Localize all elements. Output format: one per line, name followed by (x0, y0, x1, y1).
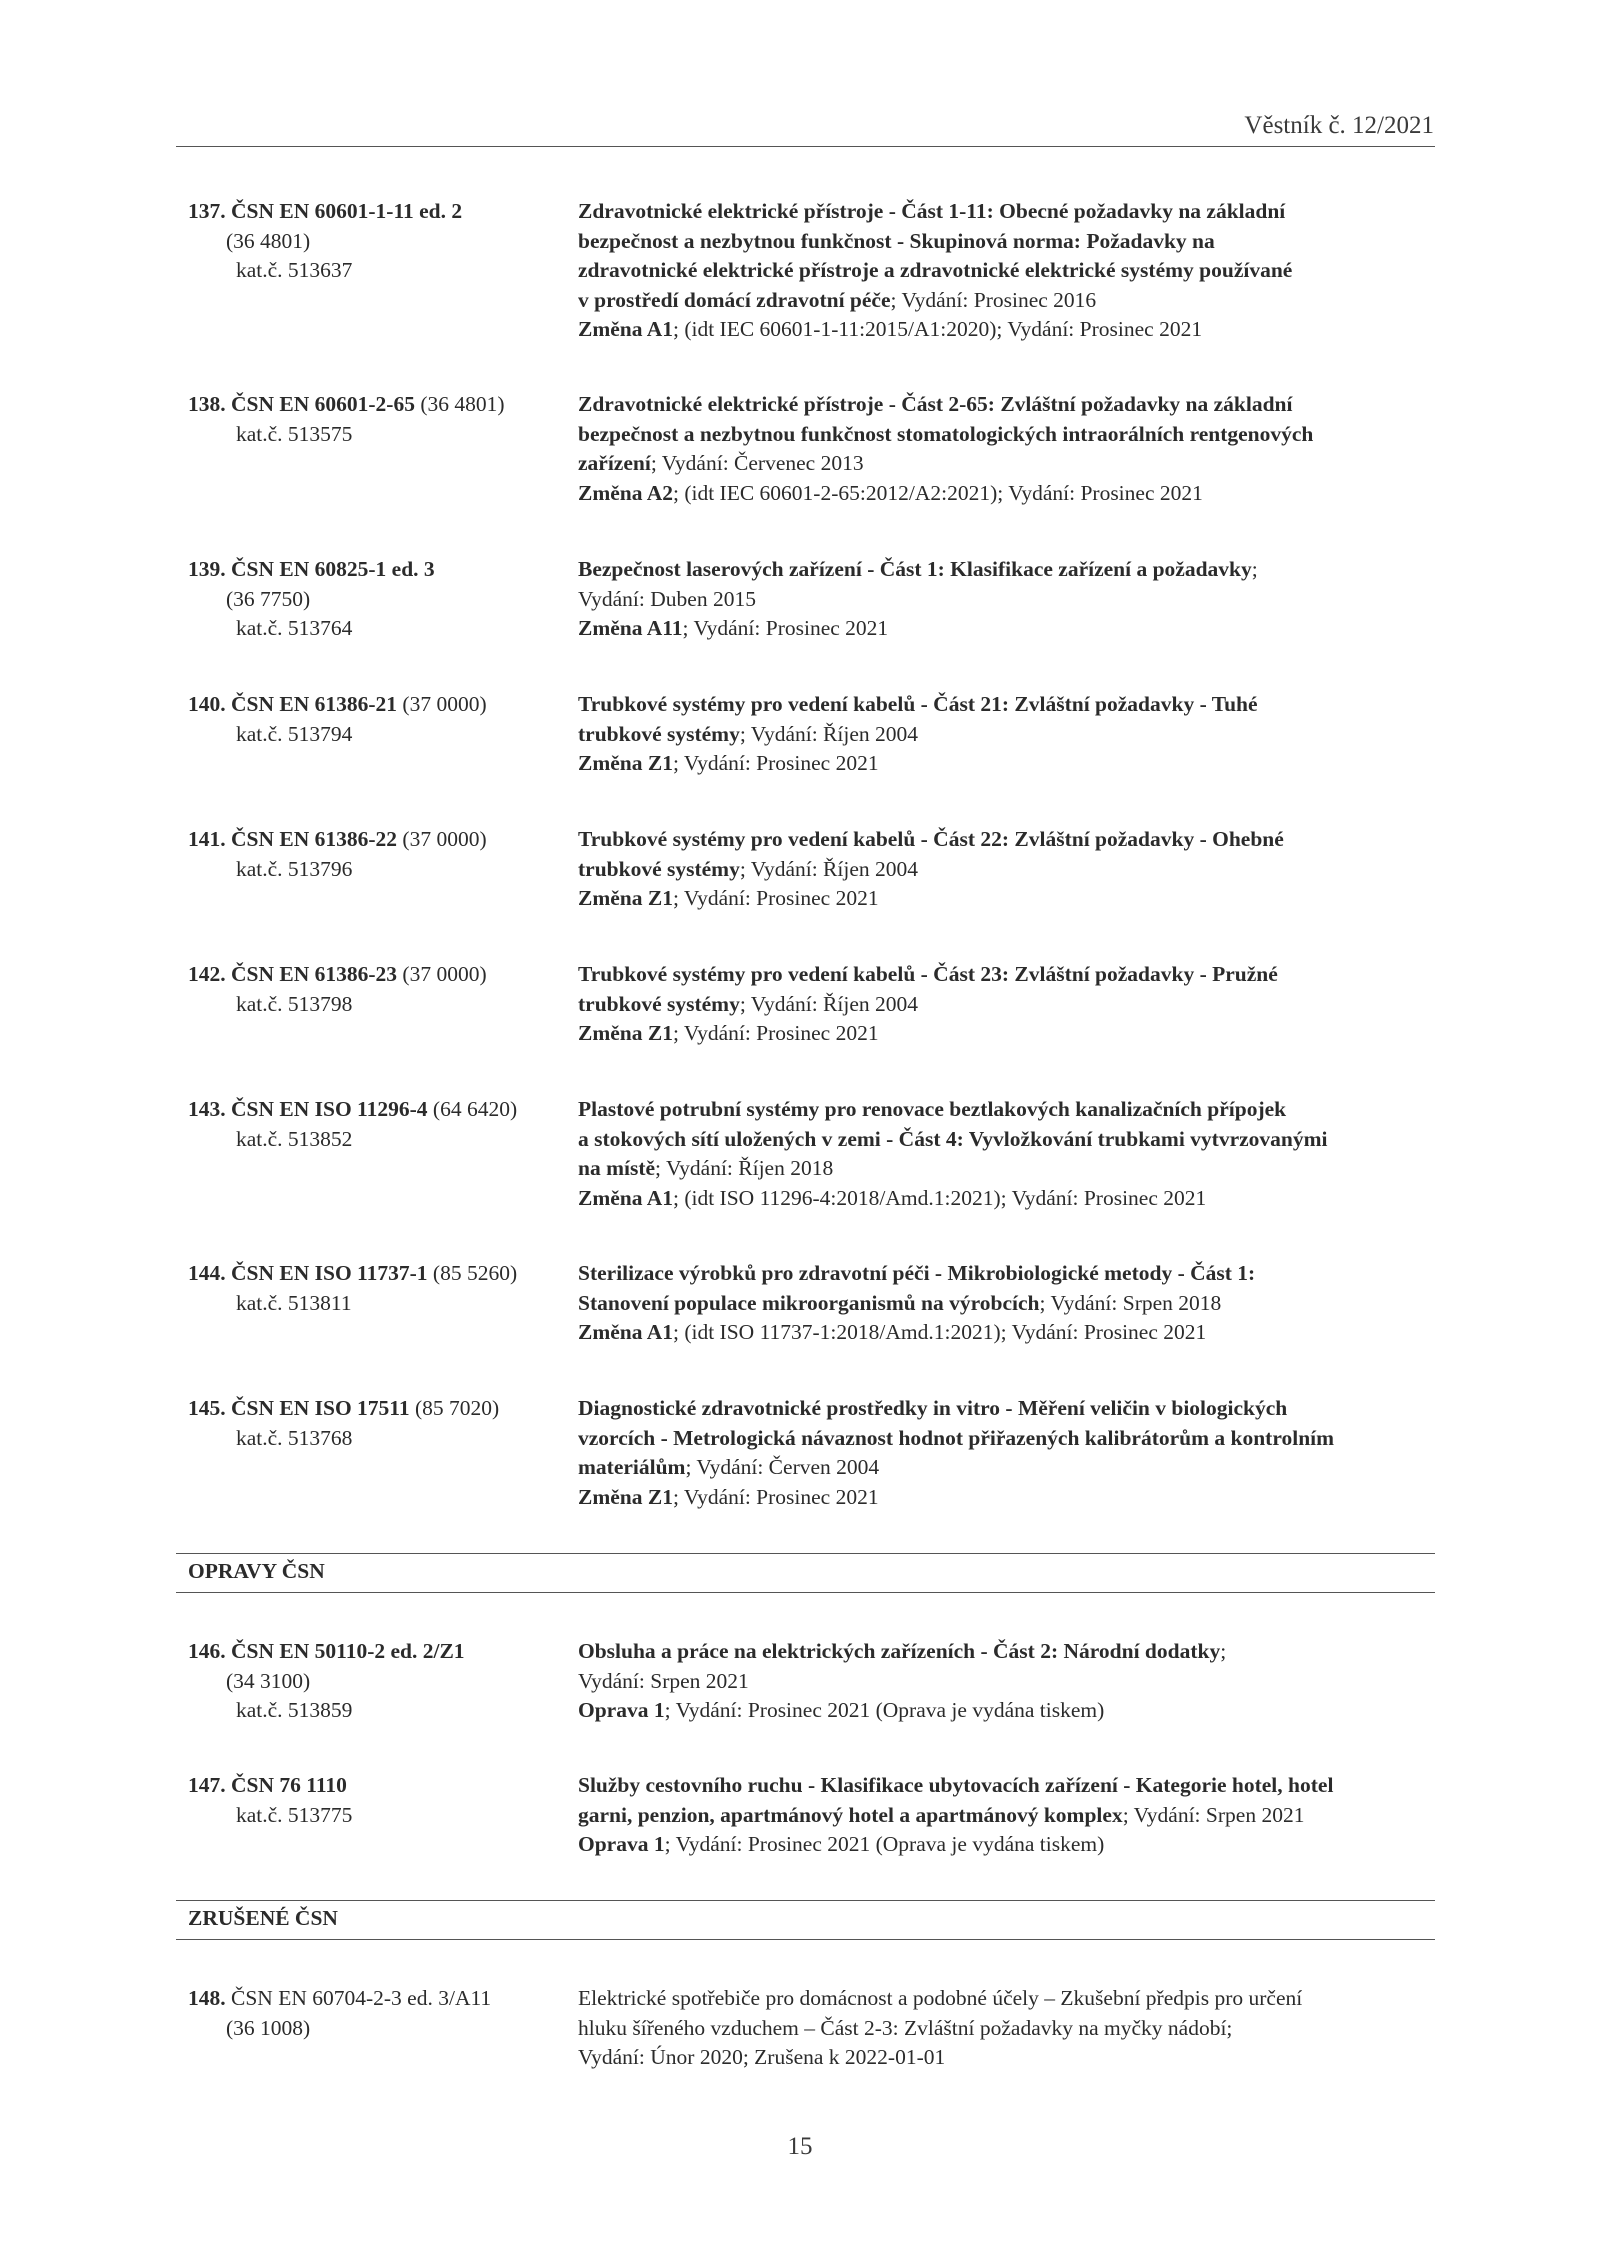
entry-identifier (188, 1771, 568, 1830)
title-line: bezpečnost a nezbytnou funkčnost - Skupinová norma: Požadavky na (578, 228, 1215, 253)
change-label: Změna Z1 (578, 1484, 673, 1509)
entry-identifier (188, 1259, 568, 1318)
classification-number: (36 4801) (414, 392, 505, 416)
issue-date: ; Vydání: Červen 2004 (685, 1455, 880, 1479)
title-line: Zdravotnické elektrické přístroje - Část 1-11: Obecné požadavky na základní (578, 199, 1286, 223)
section-title: OPRAVY ČSN (188, 1559, 325, 1583)
title-line: Trubkové systémy pro vedení kabelů - Část 21: Zvláštní požadavky - Tuhé (578, 692, 1258, 716)
catalog-number: kat.č. 513798 (236, 991, 353, 1016)
catalog-number: kat.č. 513852 (236, 1126, 353, 1151)
entry-description (578, 1771, 1438, 1860)
title-line: garni, penzion, apartmánový hotel a apartmánový komplex (578, 1802, 1123, 1827)
entry-description (578, 1984, 1438, 2073)
catalog-number: kat.č. 513811 (236, 1290, 352, 1315)
title-line: v prostředí domácí zdravotní péče (578, 287, 891, 312)
classification-number: (37 0000) (397, 827, 487, 851)
change-label: Změna Z1 (578, 1021, 673, 1045)
catalog-number: kat.č. 513859 (236, 1698, 353, 1722)
title-line: zařízení (578, 451, 651, 475)
title-line: a stokových sítí uložených v zemi - Část 4: Vyvložkování trubkami vytvrzovanými (578, 1126, 1328, 1151)
catalog-number: kat.č. 513764 (236, 616, 353, 640)
title-line: Sterilizace výrobků pro zdravotní péči - Mikrobiologické metody - Část 1: (578, 1261, 1256, 1285)
change-details: ; Vydání: Prosinec 2021 (Oprava je vydána tiskem) (664, 1698, 1105, 1722)
entry-identifier (188, 960, 568, 1019)
entry-identifier (188, 825, 568, 884)
change-details: ; (idt IEC 60601-1-11:2015/A1:2020); Vydání: Prosinec 2021 (672, 317, 1203, 341)
title-line: bezpečnost a nezbytnou funkčnost stomatologických intraorálních rentgenových (578, 421, 1314, 446)
change-details: ; Vydání: Prosinec 2021 (682, 616, 889, 640)
entry-identifier (188, 197, 568, 286)
description-line: hluku šířeného vzduchem – Část 2-3: Zvláštní požadavky na myčky nádobí; (578, 2015, 1233, 2040)
change-details: ; (idt ISO 11737-1:2018/Amd.1:2021); Vydání: Prosinec 2021 (672, 1320, 1207, 1344)
entry-description (578, 1259, 1438, 1348)
title-line: Diagnostické zdravotnické prostředky in vitro - Měření veličin v biologických (578, 1396, 1288, 1420)
title-line: Zdravotnické elektrické přístroje - Část 2-65: Zvláštní požadavky na základní (578, 392, 1293, 416)
entry-description (578, 1637, 1438, 1726)
section-header-opravy (176, 1553, 1435, 1593)
standard-code: 139. ČSN EN 60825-1 ed. 3 (188, 557, 435, 581)
section-header-zrusene (176, 1900, 1435, 1940)
title-line: na místě (578, 1156, 656, 1180)
change-label: Změna A1 (578, 317, 673, 341)
description-line: Vydání: Únor 2020; Zrušena k 2022-01-01 (578, 2045, 946, 2069)
entry-description (578, 1394, 1438, 1512)
section-title: ZRUŠENÉ ČSN (188, 1906, 338, 1930)
title-line: Bezpečnost laserových zařízení - Část 1: Klasifikace zařízení a požadavky (578, 557, 1252, 581)
title-line: Služby cestovního ruchu - Klasifikace ubytovacích zařízení - Kategorie hotel, hotel (578, 1773, 1334, 1797)
entry-description (578, 1095, 1438, 1213)
entry-identifier (188, 1095, 568, 1154)
entry-description (578, 555, 1438, 644)
standard-code: 143. ČSN EN ISO 11296-4 (188, 1097, 428, 1121)
classification-number: (64 6420) (427, 1097, 518, 1121)
bulletin-title: Věstník č. 12/2021 (1244, 112, 1434, 139)
title-line: Trubkové systémy pro vedení kabelů - Část 23: Zvláštní požadavky - Pružné (578, 962, 1278, 986)
issue-date: ; Vydání: Říjen 2004 (739, 991, 919, 1016)
standard-code: ČSN EN 60704-2-3 ed. 3/A11 (225, 1986, 492, 2010)
standard-code: 142. ČSN EN 61386-23 (188, 962, 398, 986)
standard-code: 141. ČSN EN 61386-22 (188, 827, 398, 851)
title-line: Trubkové systémy pro vedení kabelů - Část 22: Zvláštní požadavky - Ohebné (578, 827, 1284, 851)
standard-code: 144. ČSN EN ISO 11737-1 (188, 1261, 428, 1285)
change-label: Změna A1 (578, 1185, 673, 1210)
entry-description (578, 197, 1438, 345)
entry-identifier (188, 1637, 568, 1726)
standard-code: 137. ČSN EN 60601-1-11 ed. 2 (188, 199, 463, 223)
classification-number: (36 4801) (226, 228, 311, 253)
title-line: trubkové systémy (578, 856, 740, 881)
classification-number: (37 0000) (397, 962, 487, 986)
title-suffix: ; (1220, 1639, 1227, 1663)
issue-date: ; Vydání: Říjen 2004 (739, 856, 919, 881)
header-divider (176, 146, 1435, 147)
description-line: Elektrické spotřebiče pro domácnost a podobné účely – Zkušební předpis pro určení (578, 1986, 1303, 2010)
issue-date: ; Vydání: Červenec 2013 (650, 451, 864, 475)
entry-identifier (188, 690, 568, 749)
title-line: zdravotnické elektrické přístroje a zdravotnické elektrické systémy používané (578, 258, 1293, 282)
catalog-number: kat.č. 513796 (236, 856, 353, 881)
change-label: Změna Z1 (578, 886, 673, 910)
standard-code: 146. ČSN EN 50110-2 ed. 2/Z1 (188, 1639, 465, 1663)
title-line: trubkové systémy (578, 721, 740, 746)
entry-description (578, 390, 1438, 508)
page-number: 15 (787, 2133, 813, 2160)
change-label: Změna Z1 (578, 751, 673, 775)
change-details: ; Vydání: Prosinec 2021 (672, 1484, 879, 1509)
entry-identifier (188, 1984, 568, 2043)
title-suffix: ; (1251, 557, 1258, 581)
title-line: Stanovení populace mikroorganismů na výrobcích (578, 1290, 1040, 1315)
title-line: trubkové systémy (578, 991, 740, 1016)
change-details: ; Vydání: Prosinec 2021 (672, 886, 879, 910)
entry-description (578, 690, 1438, 779)
issue-date: Vydání: Duben 2015 (578, 586, 756, 611)
classification-number: (85 5260) (427, 1261, 518, 1285)
catalog-number: kat.č. 513637 (236, 258, 353, 282)
classification-number: (85 7020) (409, 1396, 500, 1420)
catalog-number: kat.č. 513768 (236, 1425, 353, 1450)
change-label: Změna A2 (578, 480, 673, 505)
change-label: Změna A11 (578, 616, 683, 640)
change-details: ; (idt IEC 60601-2-65:2012/A2:2021); Vydání: Prosinec 2021 (672, 480, 1203, 505)
catalog-number: kat.č. 513775 (236, 1802, 353, 1827)
standard-code: 147. ČSN 76 1110 (188, 1773, 347, 1797)
title-line: vzorcích - Metrologická návaznost hodnot přiřazených kalibrátorům a kontrolním (578, 1425, 1335, 1450)
change-details: ; Vydání: Prosinec 2021 (672, 1021, 879, 1045)
issue-date: ; Vydání: Srpen 2021 (1122, 1802, 1305, 1827)
classification-number: (37 0000) (397, 692, 487, 716)
title-line: materiálům (578, 1455, 686, 1479)
standard-code: 138. ČSN EN 60601-2-65 (188, 392, 415, 416)
entry-identifier (188, 390, 568, 449)
change-label: Oprava 1 (578, 1832, 665, 1856)
issue-date: ; Vydání: Říjen 2004 (739, 721, 919, 746)
catalog-number: kat.č. 513794 (236, 721, 353, 746)
classification-number: (36 7750) (226, 586, 311, 611)
entry-description (578, 960, 1438, 1049)
issue-date: ; Vydání: Srpen 2018 (1039, 1290, 1222, 1315)
change-label: Změna A1 (578, 1320, 673, 1344)
standard-code: 145. ČSN EN ISO 17511 (188, 1396, 410, 1420)
entry-identifier (188, 555, 568, 644)
change-label: Oprava 1 (578, 1698, 665, 1722)
title-line: Plastové potrubní systémy pro renovace beztlakových kanalizačních přípojek (578, 1097, 1287, 1121)
classification-number: (34 3100) (226, 1668, 311, 1693)
issue-date: ; Vydání: Prosinec 2016 (890, 287, 1097, 312)
change-details: ; Vydání: Prosinec 2021 (Oprava je vydána tiskem) (664, 1832, 1105, 1856)
issue-date: ; Vydání: Říjen 2018 (655, 1156, 834, 1180)
issue-date: Vydání: Srpen 2021 (578, 1668, 749, 1693)
classification-number: (36 1008) (226, 2015, 311, 2040)
catalog-number: kat.č. 513575 (236, 421, 353, 446)
change-details: ; (idt ISO 11296-4:2018/Amd.1:2021); Vydání: Prosinec 2021 (672, 1185, 1207, 1210)
standard-code: 140. ČSN EN 61386-21 (188, 692, 398, 716)
entry-number: 148. (188, 1986, 226, 2010)
entry-identifier (188, 1394, 568, 1453)
change-details: ; Vydání: Prosinec 2021 (672, 751, 879, 775)
entry-description (578, 825, 1438, 914)
title-line: Obsluha a práce na elektrických zařízeních - Část 2: Národní dodatky (578, 1639, 1221, 1663)
